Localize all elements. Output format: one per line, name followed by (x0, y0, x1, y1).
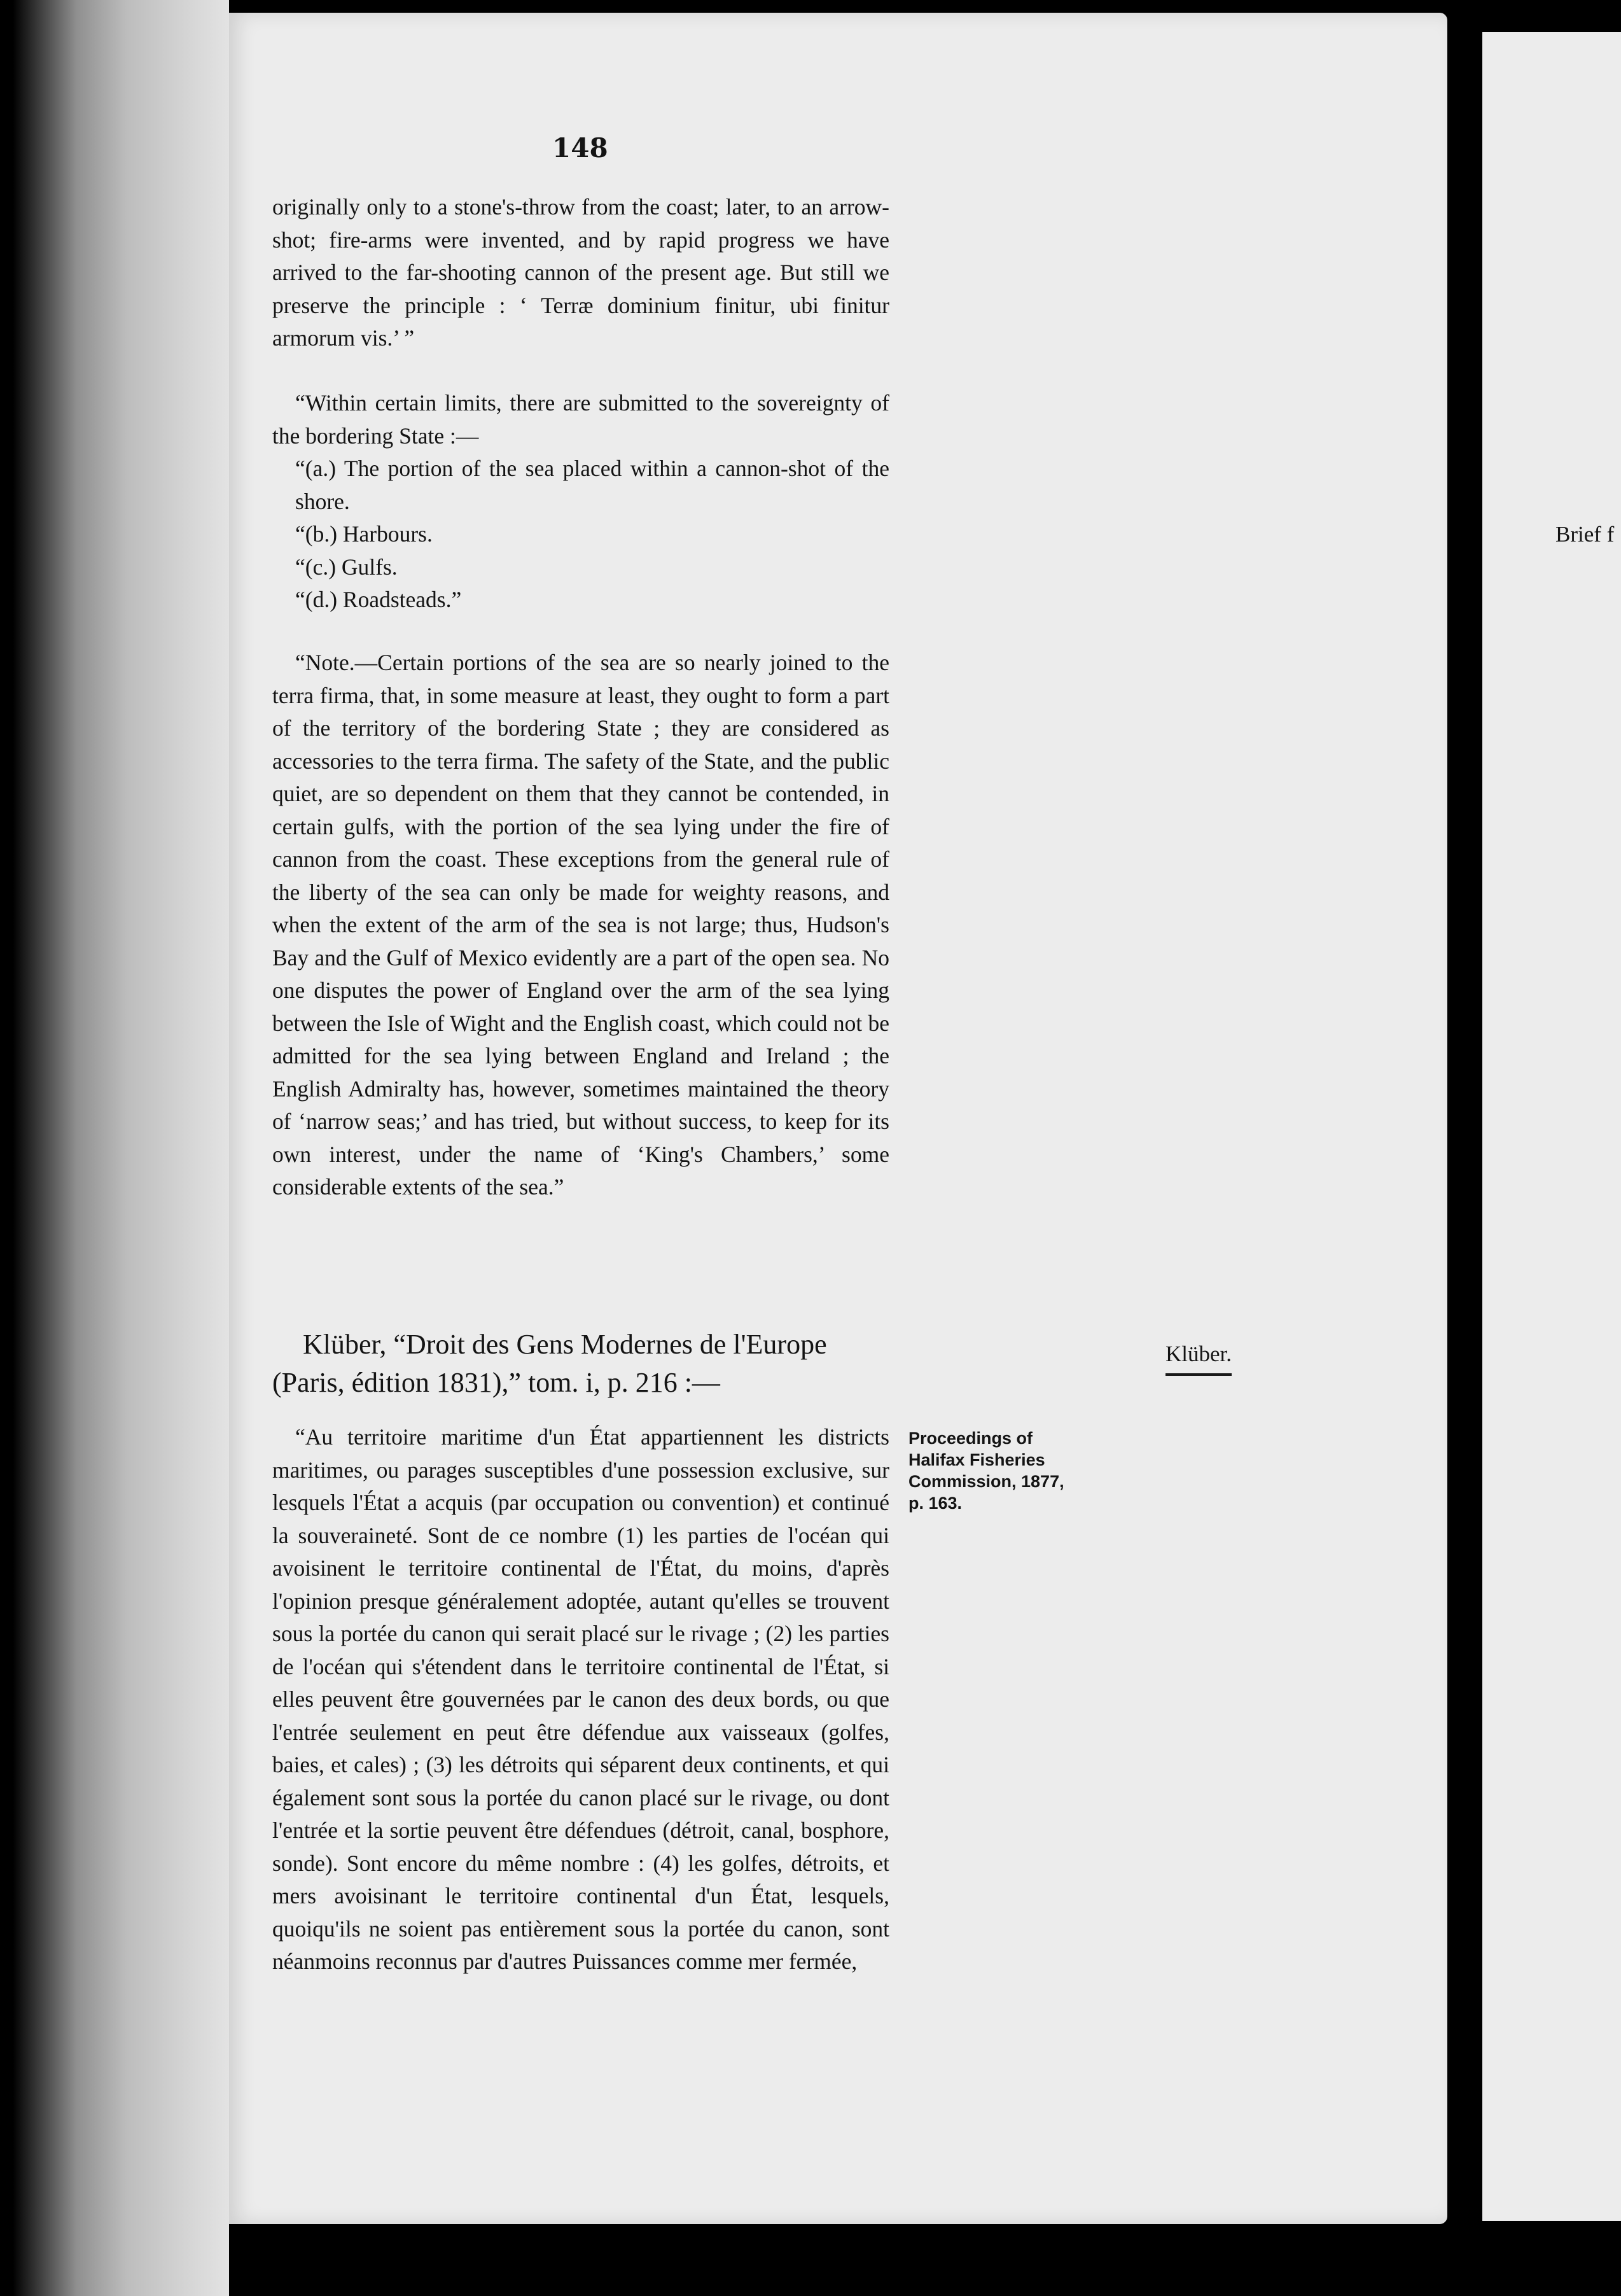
list-item: “(d.) Roadsteads.” (295, 587, 462, 612)
adjacent-page-text: Brief f (1555, 522, 1615, 547)
heading-line: Klüber, “Droit des Gens Modernes de l'Europe (303, 1329, 827, 1360)
note-paragraph (272, 647, 889, 1204)
page-number: 148 (552, 132, 608, 164)
heading-line: (Paris, édition 1831),” tom. i, p. 216 :— (272, 1367, 720, 1398)
margin-note-line: p. 163. (908, 1494, 963, 1513)
section-heading (272, 1326, 896, 1402)
margin-note-proceedings (908, 1427, 1125, 1514)
paragraph: “Note.—Certain portions of the sea are so nearly joined to the terra firma, that, in some measure at least, they ought to form a part of the territory of the bordering State ; they are considered as accessories to the terra firma. The safety of the State, and the public quiet, are so dependent on them that they cannot be contended, in certain gulfs, with the portion of the sea lying under the fire of cannon from the coast. These exceptions from the general rule of the liberty of the sea can only be made for weighty reasons, and when the extent of the arm of the sea is not large; thus, Hudson's Bay and the Gulf of Mexico evidently are a part of the open sea. No one disputes the power of England over the arm of the sea lying between the Isle of Wight and the English coast, which could not be admitted for the sea lying between England and Ireland ; the English Admiralty has, however, sometimes maintained the theory of ‘narrow seas;’ and has tried, but without success, to keep for its own interest, under the name of ‘King's Chambers,’ some considerable extents of the sea.” (272, 650, 889, 1200)
quote-continuation (272, 191, 889, 355)
adjacent-page-sheet (1482, 32, 1621, 2221)
list-item: “(b.) Harbours. (295, 521, 433, 547)
list-item: “(c.) Gulfs. (295, 554, 398, 580)
margin-note-kluber: Klüber. (1165, 1341, 1232, 1376)
margin-note-line: Halifax Fisheries (908, 1450, 1045, 1469)
scan-binding-edge (0, 0, 229, 2296)
list-intro: “Within certain limits, there are submitted to the sovereignty of the bordering State :— (272, 390, 889, 449)
margin-note-line: Proceedings of (908, 1429, 1033, 1448)
submitted-list (272, 387, 889, 617)
list-item: “(a.) The portion of the sea placed within a cannon-shot of the shore. (295, 456, 889, 514)
margin-note-line: Commission, 1877, (908, 1472, 1064, 1491)
french-quote (272, 1421, 889, 1978)
paragraph: originally only to a stone's-throw from the coast; later, to an arrow-shot; fire-arms were invented, and by rapid progress we have arrived to the far-shooting cannon of the present age. But still we preserve the principle : ‘ Terræ dominium finitur, ubi finitur armorum vis.’ ” (272, 194, 889, 351)
paragraph: “Au territoire maritime d'un État appartiennent les districts maritimes, ou parages susceptibles d'une possession exclusive, sur lesquels l'État a acquis (par occupation ou convention) et continué la souveraineté. Sont de ce nombre (1) les parties de l'océan qui avoisinent le territoire continental de l'État, du moins, d'après l'opinion presque généralement adoptée, autant qu'elles se trouvent sous la portée du canon qui serait placé sur le rivage ; (2) les parties de l'océan qui s'étendent dans le territoire continental de l'État, si elles peuvent être gouvernées par le canon des deux bords, ou que l'entrée seulement en peut être défendue aux vaisseaux (golfes, baies, et cales) ; (3) les détroits qui séparent deux continents, et qui également sont sous la portée du canon placé sur le rivage, ou dont l'entrée et la sortie peuvent être défendues (détroit, canal, bosphore, sonde). Sont encore du même nombre : (4) les golfes, détroits, et mers avoisinant le territoire continental d'un État, lesquels, quoiqu'ils ne soient pas entièrement sous la portée du canon, sont néanmoins reconnus par d'autres Puissances comme mer fermée, (272, 1424, 889, 1974)
